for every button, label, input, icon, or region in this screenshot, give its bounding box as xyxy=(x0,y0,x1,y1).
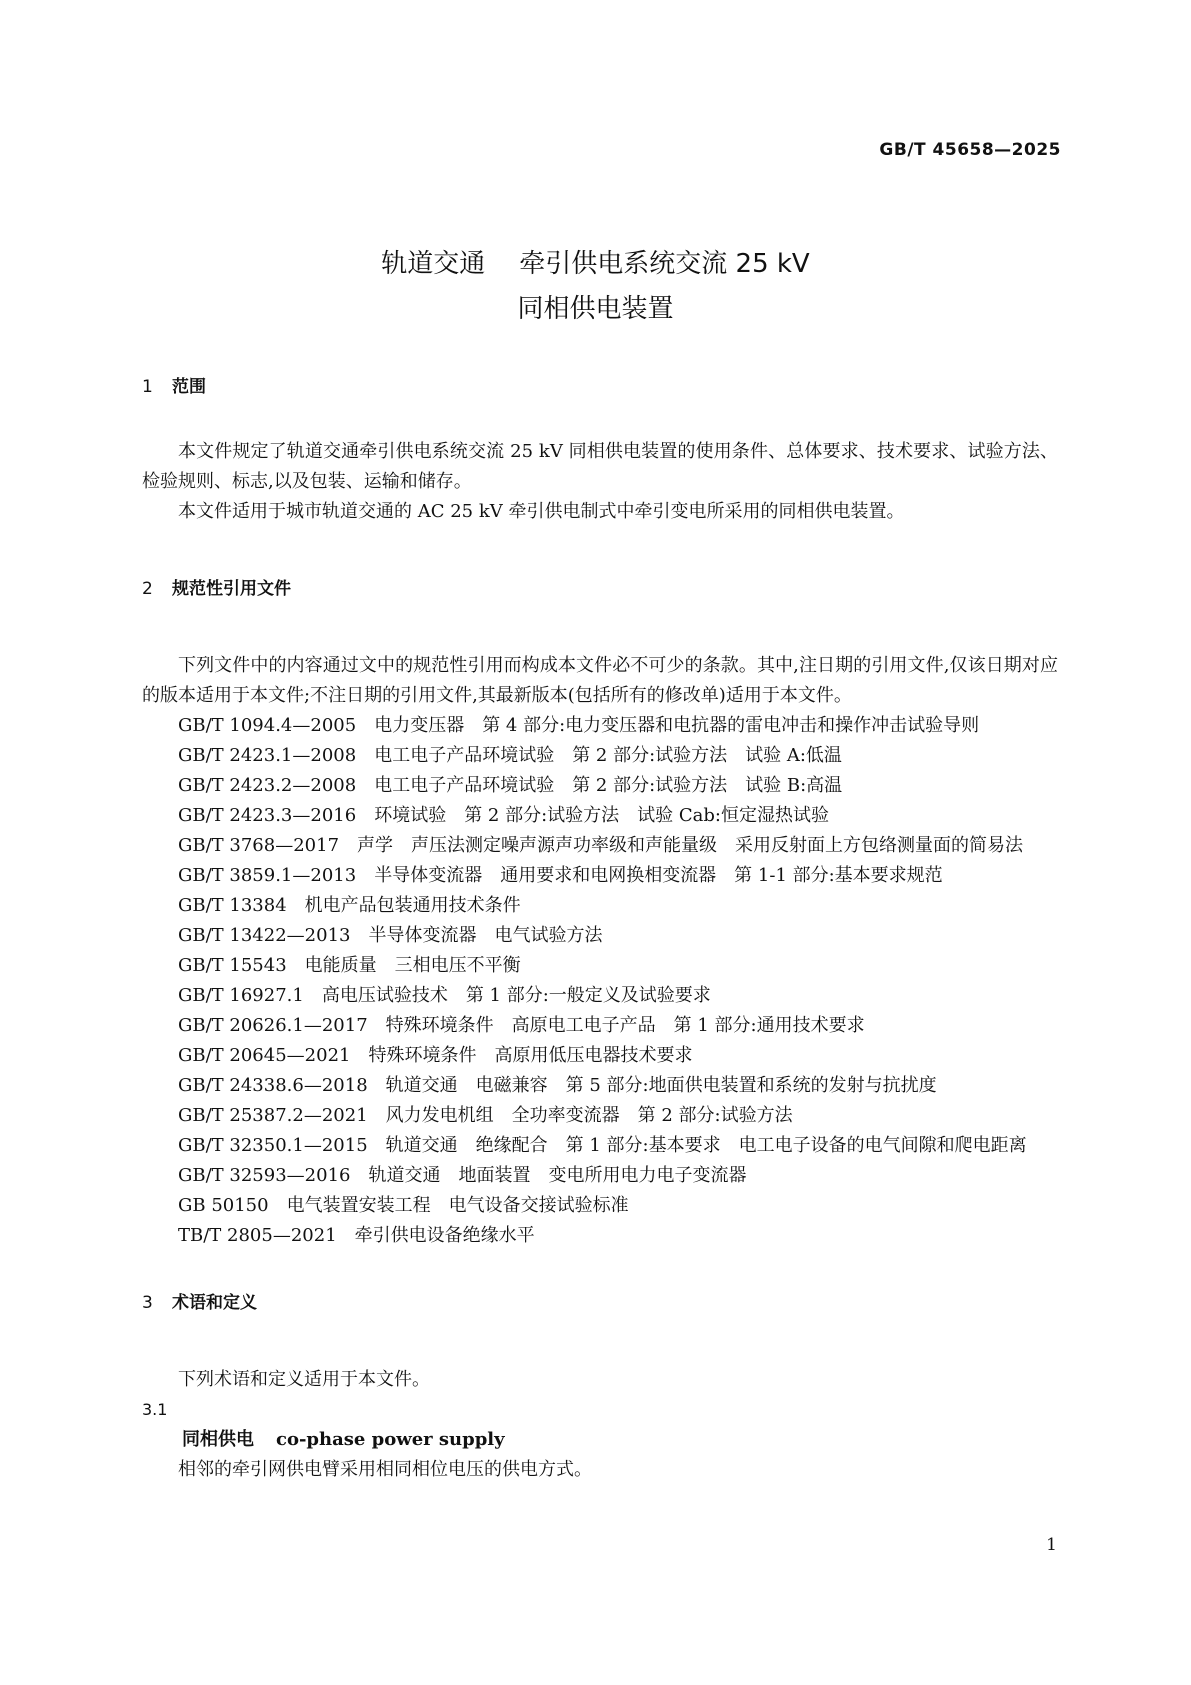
term-entry xyxy=(142,1425,1058,1455)
section-1-heading xyxy=(142,372,1058,402)
paragraph: 本文件适用于城市轨道交通的 AC 25 kV 牵引供电制式中牵引变电所采用的同相供电装置。 xyxy=(178,501,905,522)
term-chinese: 同相供电 xyxy=(182,1429,254,1450)
section-number: 2 xyxy=(142,579,153,599)
reference-item: GB/T 16927.1 高电压试验技术 第 1 部分:一般定义及试验要求 xyxy=(178,985,711,1006)
title-part-2: 牵引供电系统交流 25 kV xyxy=(519,249,810,279)
reference-item: GB/T 20645—2021 特殊环境条件 高原用低压电器技术要求 xyxy=(178,1045,693,1066)
reference-item: GB/T 32350.1—2015 轨道交通 绝缘配合 第 1 部分:基本要求 电工电子设备的电气间隙和爬电距离 xyxy=(178,1135,1027,1156)
reference-item: GB/T 15543 电能质量 三相电压不平衡 xyxy=(178,955,521,976)
section-3-heading xyxy=(142,1288,1058,1318)
term-number: 3.1 xyxy=(142,1400,168,1419)
reference-list xyxy=(142,711,1058,1251)
title-line-2: 同相供电装置 xyxy=(517,294,674,324)
reference-item: GB/T 24338.6—2018 轨道交通 电磁兼容 第 5 部分:地面供电装置和系统的发射与抗扰度 xyxy=(178,1075,937,1096)
reference-item: GB/T 2423.3—2016 环境试验 第 2 部分:试验方法 试验 Cab:恒定湿热试验 xyxy=(178,805,829,826)
term-definition: 相邻的牵引网供电臂采用相同相位电压的供电方式。 xyxy=(178,1459,592,1480)
reference-item: GB/T 13422—2013 半导体变流器 电气试验方法 xyxy=(178,925,603,946)
paragraph: 本文件规定了轨道交通牵引供电系统交流 25 kV 同相供电装置的使用条件、总体要求、技术要求、试验方法、检验规则、标志,以及包装、运输和储存。 xyxy=(142,441,1058,492)
title-part-1: 轨道交通 xyxy=(381,249,486,279)
reference-item: GB/T 1094.4—2005 电力变压器 第 4 部分:电力变压器和电抗器的雷电冲击和操作冲击试验导则 xyxy=(178,715,980,736)
section-number: 3 xyxy=(142,1293,153,1313)
section-number: 1 xyxy=(142,377,153,397)
section-2-heading xyxy=(142,574,1058,604)
document-title xyxy=(0,242,1191,332)
reference-item: GB/T 3859.1—2013 半导体变流器 通用要求和电网换相变流器 第 1-1 部分:基本要求规范 xyxy=(178,865,943,886)
reference-item: GB/T 2423.2—2008 电工电子产品环境试验 第 2 部分:试验方法 试验 B:高温 xyxy=(178,775,843,796)
reference-item: GB/T 13384 机电产品包装通用技术条件 xyxy=(178,895,521,916)
reference-item: GB 50150 电气装置安装工程 电气设备交接试验标准 xyxy=(178,1195,629,1216)
paragraph: 下列文件中的内容通过文中的规范性引用而构成本文件必不可少的条款。其中,注日期的引用文件,仅该日期对应的版本适用于本文件;不注日期的引用文件,其最新版本(包括所有的修改单)适用于本文件。 xyxy=(142,655,1058,706)
term-english: co-phase power supply xyxy=(276,1429,505,1450)
reference-item: TB/T 2805—2021 牵引供电设备绝缘水平 xyxy=(178,1225,535,1246)
reference-item: GB/T 2423.1—2008 电工电子产品环境试验 第 2 部分:试验方法 试验 A:低温 xyxy=(178,745,842,766)
title-line-1 xyxy=(0,242,1191,287)
paragraph: 下列术语和定义适用于本文件。 xyxy=(178,1369,430,1390)
reference-item: GB/T 20626.1—2017 特殊环境条件 高原电工电子产品 第 1 部分:通用技术要求 xyxy=(178,1015,865,1036)
section-title: 术语和定义 xyxy=(172,1293,257,1313)
reference-item: GB/T 3768—2017 声学 声压法测定噪声源声功率级和声能量级 采用反射面上方包络测量面的简易法 xyxy=(178,835,1024,856)
section-title: 范围 xyxy=(172,377,206,397)
reference-item: GB/T 25387.2—2021 风力发电机组 全功率变流器 第 2 部分:试验方法 xyxy=(178,1105,793,1126)
standard-number: GB/T 45658—2025 xyxy=(879,140,1061,160)
section-title: 规范性引用文件 xyxy=(172,579,291,599)
page-number: 1 xyxy=(1046,1535,1057,1555)
document-body xyxy=(142,372,1058,1485)
reference-item: GB/T 32593—2016 轨道交通 地面装置 变电所用电力电子变流器 xyxy=(178,1165,747,1186)
